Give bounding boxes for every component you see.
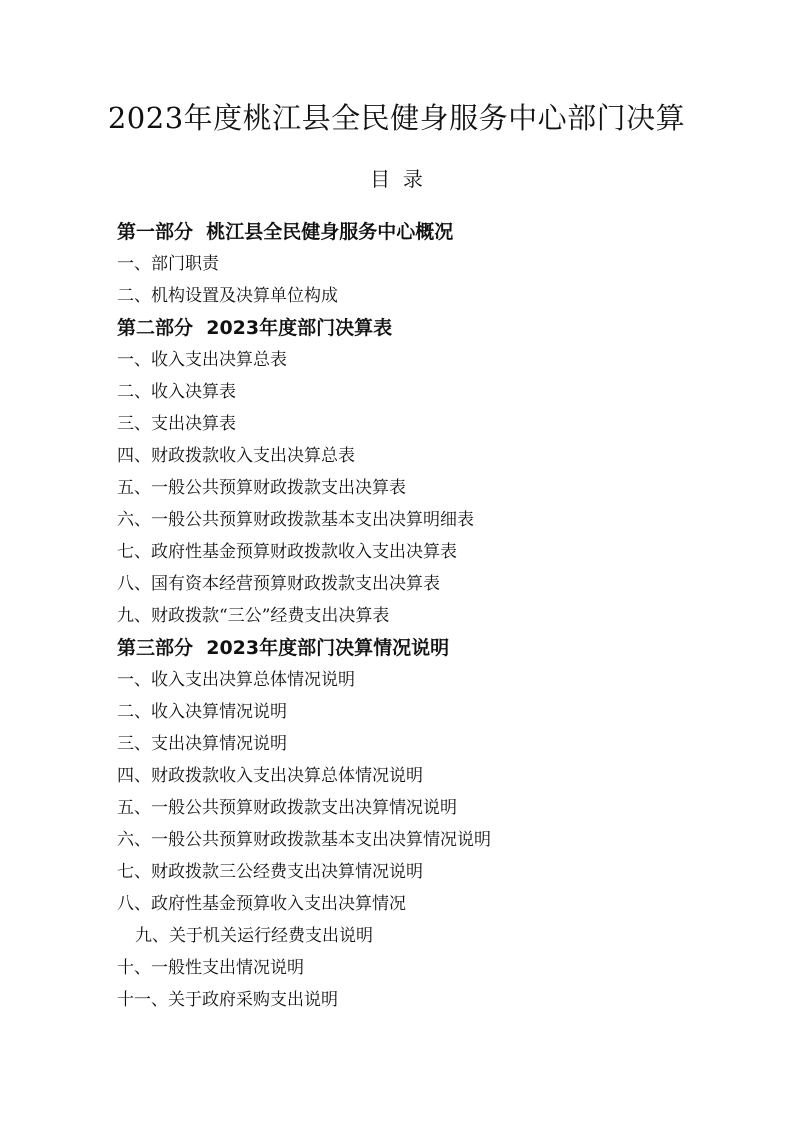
toc-item: 七、财政拨款三公经费支出决算情况说明 bbox=[117, 862, 423, 882]
toc-item: 四、财政拨款收入支出决算总表 bbox=[117, 446, 355, 466]
toc-item: 八、国有资本经营预算财政拨款支出决算表 bbox=[117, 574, 440, 594]
toc-item: 五、一般公共预算财政拨款支出决算情况说明 bbox=[117, 798, 457, 818]
toc-item: 八、政府性基金预算收入支出决算情况 bbox=[117, 894, 406, 914]
toc-item: 十、一般性支出情况说明 bbox=[117, 958, 304, 978]
toc-item: 六、一般公共预算财政拨款基本支出决算明细表 bbox=[117, 510, 474, 530]
toc-part-1-title: 第一部分 桃江县全民健身服务中心概况 bbox=[117, 221, 454, 243]
toc-item: 一、收入支出决算总体情况说明 bbox=[117, 670, 355, 690]
toc-part-3-title: 第三部分 2023年度部门决算情况说明 bbox=[117, 637, 450, 659]
toc-item: 二、收入决算情况说明 bbox=[117, 702, 287, 722]
toc-item: 三、支出决算表 bbox=[117, 414, 236, 434]
toc-item: 五、一般公共预算财政拨款支出决算表 bbox=[117, 478, 406, 498]
toc-item: 九、关于机关运行经费支出说明 bbox=[135, 926, 373, 946]
toc-item: 一、部门职责 bbox=[117, 254, 219, 274]
document-title: 2023年度桃江县全民健身服务中心部门决算 bbox=[107, 101, 686, 135]
table-of-contents bbox=[117, 216, 737, 1016]
toc-item: 四、财政拨款收入支出决算总体情况说明 bbox=[117, 766, 423, 786]
toc-item: 三、支出决算情况说明 bbox=[117, 734, 287, 754]
toc-item: 九、财政拨款“三公”经费支出决算表 bbox=[117, 606, 390, 626]
toc-item: 二、机构设置及决算单位构成 bbox=[117, 286, 338, 306]
toc-heading: 目 录 bbox=[370, 167, 423, 191]
toc-item: 七、政府性基金预算财政拨款收入支出决算表 bbox=[117, 542, 457, 562]
toc-item: 十一、关于政府采购支出说明 bbox=[117, 990, 338, 1010]
toc-part-2-title: 第二部分 2023年度部门决算表 bbox=[117, 317, 393, 339]
toc-item: 一、收入支出决算总表 bbox=[117, 350, 287, 370]
toc-item: 二、收入决算表 bbox=[117, 382, 236, 402]
toc-item: 六、一般公共预算财政拨款基本支出决算情况说明 bbox=[117, 830, 491, 850]
